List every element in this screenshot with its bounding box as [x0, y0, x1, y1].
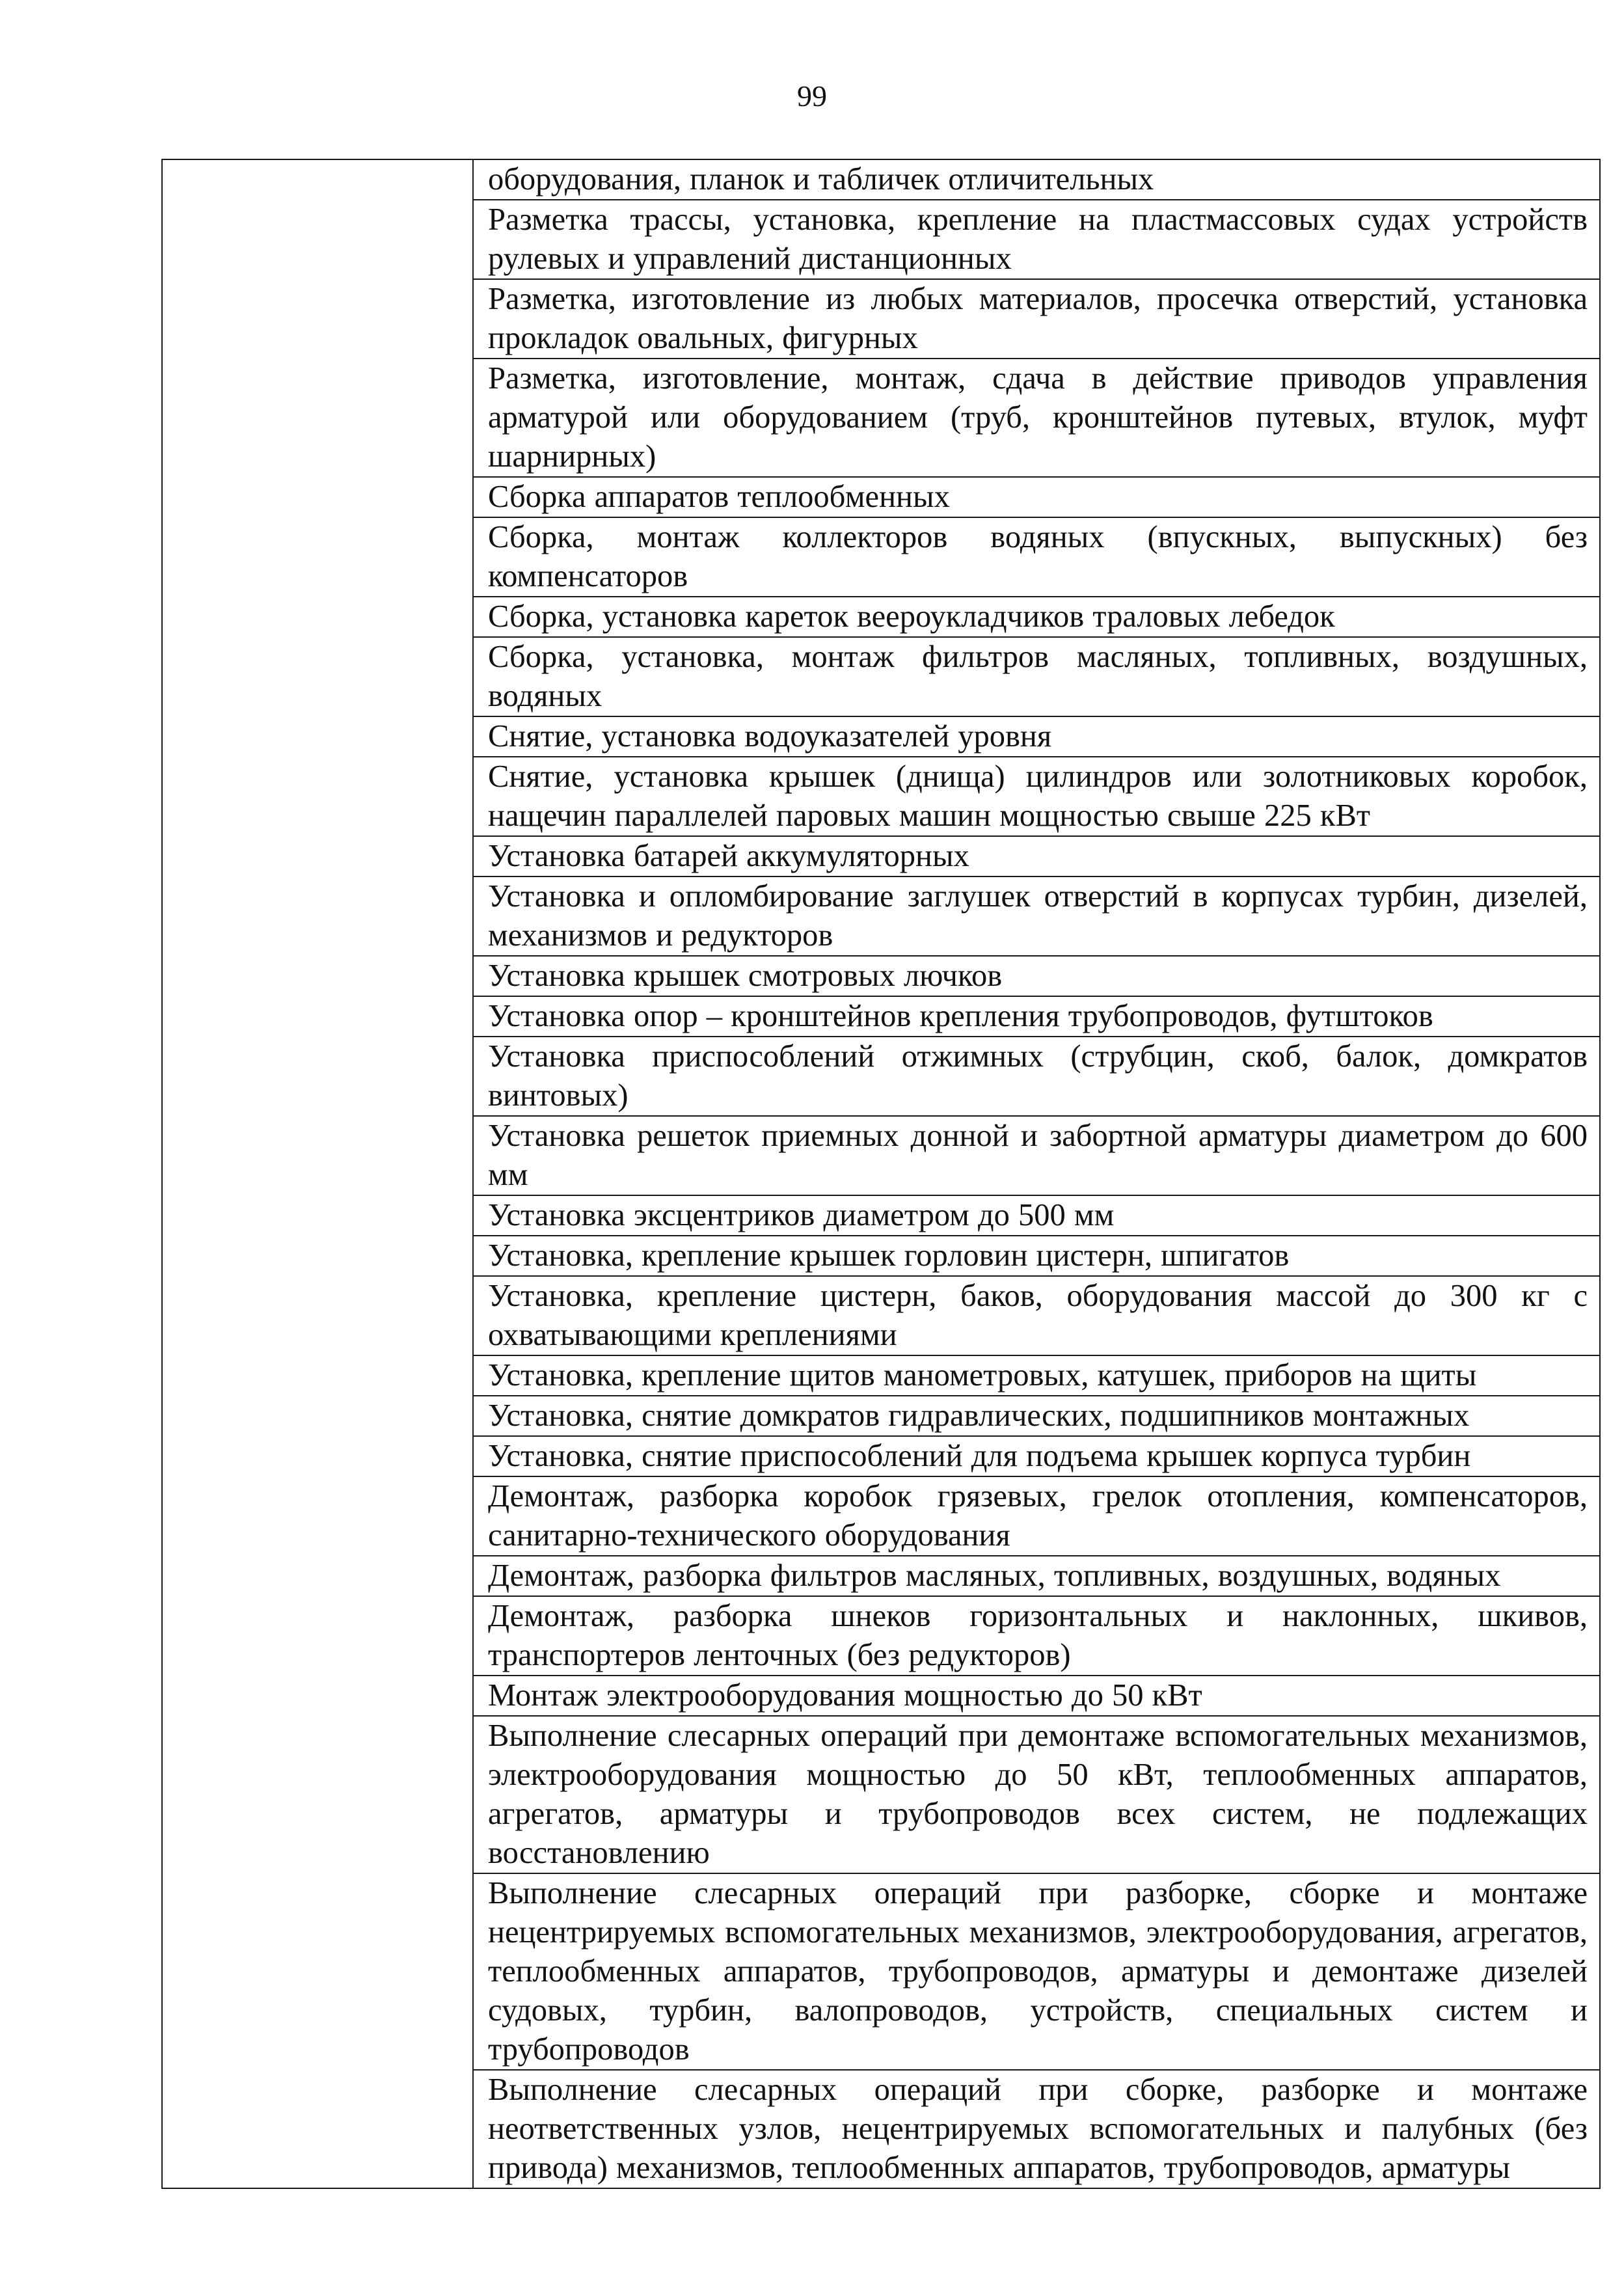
category-cell-empty: [162, 159, 473, 2188]
work-item: Сборка аппаратов теплообменных: [473, 477, 1600, 517]
work-item: Установка, крепление крышек горловин цистерн, шпигатов: [473, 1236, 1600, 1276]
work-item: Установка батарей аккумуляторных: [473, 836, 1600, 876]
work-item: Выполнение слесарных операций при демонтаже вспомогательных механизмов, электрооборудования мощностью до 50 кВт, теплообменных аппаратов, агрегатов, арматуры и трубопроводов всех систем, не подлежащих восстановлению: [473, 1716, 1600, 1873]
work-item: Демонтаж, разборка фильтров масляных, топливных, воздушных, водяных: [473, 1556, 1600, 1596]
work-item: Сборка, установка кареток веероукладчиков траловых лебедок: [473, 597, 1600, 637]
work-item: Установка, крепление цистерн, баков, оборудования массой до 300 кг с охватывающими креплениями: [473, 1276, 1600, 1355]
work-item: Разметка, изготовление, монтаж, сдача в действие приводов управления арматурой или оборудованием (труб, кронштейнов путевых, втулок, муфт шарнирных): [473, 359, 1600, 477]
table-row: [162, 159, 1600, 200]
work-item: Разметка, изготовление из любых материалов, просечка отверстий, установка прокладок овальных, фигурных: [473, 279, 1600, 359]
work-item: Демонтаж, разборка шнеков горизонтальных и наклонных, шкивов, транспортеров ленточных (без редукторов): [473, 1596, 1600, 1676]
work-item: Снятие, установка крышек (днища) цилиндров или золотниковых коробок, нащечин параллелей паровых машин мощностью свыше 225 кВт: [473, 757, 1600, 836]
work-item: Установка крышек смотровых лючков: [473, 956, 1600, 996]
work-item: Установка и опломбирование заглушек отверстий в корпусах турбин, дизелей, механизмов и редукторов: [473, 876, 1600, 956]
work-item: Выполнение слесарных операций при разборке, сборке и монтаже нецентрируемых вспомогательных механизмов, электрооборудования, агрегатов, теплообменных аппаратов, трубопроводов, арматуры и демонтаже дизелей судовых, турбин, валопроводов, устройств, специальных систем и трубопроводов: [473, 1873, 1600, 2070]
work-item: Установка решеток приемных донной и забортной арматуры диаметром до 600 мм: [473, 1116, 1600, 1195]
work-item: Монтаж электрооборудования мощностью до 50 кВт: [473, 1676, 1600, 1716]
work-item: Выполнение слесарных операций при сборке, разборке и монтаже неответственных узлов, нецентрируемых вспомогательных и палубных (без привода) механизмов, теплообменных аппаратов, трубопроводов, арматуры: [473, 2070, 1600, 2188]
work-item: Установка, снятие домкратов гидравлических, подшипников монтажных: [473, 1396, 1600, 1436]
work-item: Демонтаж, разборка коробок грязевых, грелок отопления, компенсаторов, санитарно-технического оборудования: [473, 1476, 1600, 1556]
work-item: Установка приспособлений отжимных (струбцин, скоб, балок, домкратов винтовых): [473, 1037, 1600, 1116]
work-item: Установка, крепление щитов манометровых, катушек, приборов на щиты: [473, 1355, 1600, 1396]
works-table: [161, 159, 1601, 2189]
work-item: Сборка, монтаж коллекторов водяных (впускных, выпускных) без компенсаторов: [473, 517, 1600, 597]
work-item: оборудования, планок и табличек отличительных: [473, 159, 1600, 200]
work-item: Снятие, установка водоуказателей уровня: [473, 716, 1600, 757]
work-item: Установка, снятие приспособлений для подъема крышек корпуса турбин: [473, 1436, 1600, 1476]
work-item: Установка опор – кронштейнов крепления трубопроводов, футштоков: [473, 996, 1600, 1037]
work-item: Установка эксцентриков диаметром до 500 мм: [473, 1195, 1600, 1236]
work-item: Разметка трассы, установка, крепление на пластмассовых судах устройств рулевых и управлений дистанционных: [473, 200, 1600, 279]
page-number: 99: [797, 79, 827, 113]
work-item: Сборка, установка, монтаж фильтров масляных, топливных, воздушных, водяных: [473, 637, 1600, 716]
